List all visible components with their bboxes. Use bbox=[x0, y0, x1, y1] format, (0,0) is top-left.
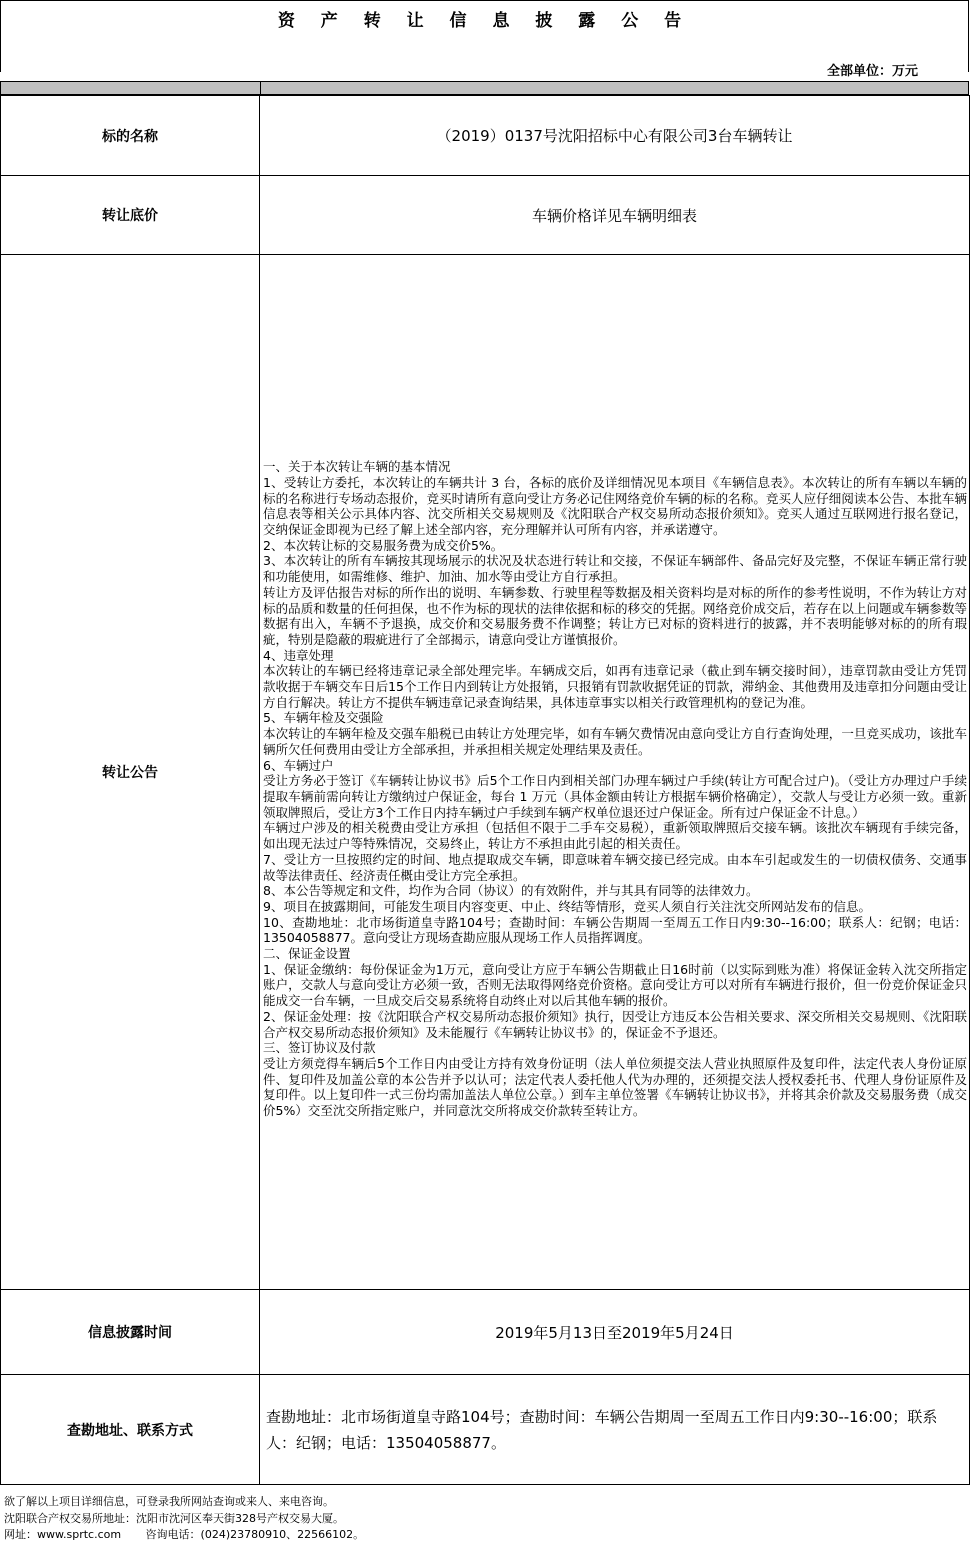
notice-paragraph: 4、违章处理 bbox=[263, 647, 334, 663]
subject-label: 标的名称 bbox=[1, 96, 260, 176]
table-row-notice bbox=[1, 255, 970, 1290]
notice-paragraph: 6、车辆过户 bbox=[263, 757, 334, 773]
notice-paragraph: 9、项目在披露期间，可能发生项目内容变更、中止、终结等情形，竞买人须自行关注沈交所网站发布的信息。 bbox=[263, 898, 871, 914]
unit-label: 全部单位：万元 bbox=[826, 64, 918, 79]
notice-paragraph: 1、保证金缴纳：每份保证金为1万元，意向受让方应于车辆公告期截止日16时前（以实际到账为准）将保证金转入沈交所指定账户，交款人与意向受让方必须一致，否则无法取得网络竞价资格。意向受让方可以对所有车辆进行报价，但一份竞价保证金只能成交一台车辆，一旦成交后交易系统将自动终止对以后其他车辆的报价。 bbox=[263, 961, 967, 1009]
footer-line-website: 网址：www.sprtc.com 咨询电话：(024)23780910、22566102。 bbox=[4, 1528, 365, 1541]
notice-paragraph: 转让方及评估报告对标的所作出的说明、车辆参数、行驶里程等数据及相关资料均是对标的所作的参考性说明，不作为转让方对标的品质和数量的任何担保，也不作为标的现状的法律依据和标的移交的凭据。网络竞价成交后，若存在以上问题或车辆参数等数据有出入，车辆不予退换，成交价和交易服务费不作调整；转让方已对标的资料进行的披露，并不表明能够对标的的所有瑕疵，特别是隐蔽的瑕疵进行了全部揭示，请意向受让方谨慎报价。 bbox=[263, 584, 967, 647]
notice-paragraph: 1、受转让方委托，本次转让的车辆共计 3 台，各标的底价及详细情况见本项目《车辆信息表》。本次转让的所有车辆以车辆的标的名称进行专场动态报价，竞买时请所有意向受让方务必记住网络竞价车辆的标的名称。竞买人应仔细阅读本公告、本批车辆信息表等相关公示具体内容、沈交所相关交易规则及《沈阳联合产权交易所动态报价须知》。竞买人通过互联网进行报名登记，交纳保证金即视为已经了解上述全部内容，充分理解并认可所有内容，并承诺遵守。 bbox=[263, 474, 967, 538]
table-row-contact bbox=[1, 1375, 970, 1485]
notice-paragraph: 7、受让方一旦按照约定的时间、地点提取成交车辆，即意味着车辆交接已经完成。由本车引起或发生的一切债权债务、交通事故等法律责任、经济责任概由受让方完全承担。 bbox=[263, 851, 967, 883]
notice-paragraph: 车辆过户涉及的相关税费由受让方承担（包括但不限于二手车交易税），重新领取牌照后交接车辆。该批次车辆现有手续完备，如出现无法过户等特殊情况，交易终止，转让方不承担由此引起的相关责任。 bbox=[263, 820, 967, 852]
notice-paragraph: 本次转让的车辆已经将违章记录全部处理完毕。车辆成交后，如再有违章记录（截止到车辆交接时间），违章罚款由受让方凭罚款收据于车辆交车日后15个工作日内到转让方处报销，只报销有罚款收据凭证的罚款，滞纳金、其他费用及违章扣分问题由受让方自行解决。转让方不提供车辆违章记录查询结果，具体违章事实以相关行政管理机构的登记为准。 bbox=[263, 663, 967, 710]
footer-line-address: 沈阳联合产权交易所地址：沈阳市沈河区奉天街328号产权交易大厦。 bbox=[4, 1511, 344, 1525]
notice-paragraph: 本次转让的车辆年检及交强车船税已由转让方处理完毕，如有车辆欠费情况由意向受让方自行查询处理，一旦竞买成功，该批车辆所欠任何费用由受让方全部承担，并承担相关规定处理结果及责任。 bbox=[263, 726, 967, 757]
contact-label: 查勘地址、联系方式 bbox=[1, 1375, 260, 1485]
notice-paragraph: 三、签订协议及付款 bbox=[263, 1040, 376, 1056]
table-row-disclosure-time bbox=[1, 1290, 970, 1375]
notice-paragraph: 一、关于本次转让车辆的基本情况 bbox=[263, 459, 451, 475]
disclosure-time-label: 信息披露时间 bbox=[1, 1290, 260, 1375]
notice-paragraph: 5、车辆年检及交强险 bbox=[263, 710, 384, 726]
notice-body bbox=[260, 255, 970, 1290]
footer-line-inquiry: 欲了解以上项目详细信息，可登录我所网站查询或来人、来电咨询。 bbox=[4, 1495, 334, 1508]
info-table bbox=[0, 95, 970, 1485]
subject-value: （2019）0137号沈阳招标中心有限公司3台车辆转让 bbox=[260, 96, 970, 176]
notice-paragraph: 3、本次转让的所有车辆按其现场展示的状况及状态进行转让和交接，不保证车辆部件、备品完好及完整，不保证车辆正常行驶和功能使用，如需维修、维护、加油、加水等由受让方自行承担。 bbox=[263, 553, 967, 585]
notice-paragraph: 2、本次转让标的交易服务费为成交价5%。 bbox=[263, 537, 504, 553]
page-title: 资 产 转 让 信 息 披 露 公 告 bbox=[0, 0, 969, 72]
notice-paragraph: 8、本公告等规定和文件，均作为合同（协议）的有效附件，并与其具有同等的法律效力。 bbox=[263, 883, 759, 899]
notice-paragraph: 10、查勘地址：北市场街道皇寺路104号；查勘时间：车辆公告期周一至周五工作日内9:30--16:00；联系人：纪钢；电话：13504058877。意向受让方现场查勘应服从现场工作人员指挥调度。 bbox=[263, 914, 967, 946]
reserve-price-label: 转让底价 bbox=[1, 176, 260, 255]
footer-info bbox=[4, 1494, 364, 1544]
disclosure-time-value: 2019年5月13日至2019年5月24日 bbox=[260, 1290, 970, 1375]
header-bar-divider bbox=[260, 82, 261, 94]
table-row-reserve-price bbox=[1, 176, 970, 255]
contact-value: 查勘地址：北市场街道皇寺路104号；查勘时间：车辆公告期周一至周五工作日内9:30--16:00；联系人：纪钢；电话：13504058877。 bbox=[260, 1375, 970, 1485]
reserve-price-value: 车辆价格详见车辆明细表 bbox=[260, 176, 970, 255]
notice-paragraph: 受让方务必于签订《车辆转让协议书》后5个工作日内到相关部门办理车辆过户手续(转让方可配合过户)。（受让方办理过户手续提取车辆前需向转让方缴纳过户保证金，每台 1 万元（具体金额由转让方根据车辆价格确定），交款人与受让方必须一致。重新领取牌照后，受让方3个工作日内持车辆过户手续到车辆产权单位退还过户保证金。所有过户保证金不计息。） bbox=[263, 773, 967, 820]
header-bar bbox=[0, 81, 969, 95]
notice-label: 转让公告 bbox=[1, 255, 260, 1290]
notice-paragraph: 二、保证金设置 bbox=[263, 946, 351, 962]
notice-paragraph: 受让方须竞得车辆后5个工作日内由受让方持有效身份证明（法人单位须提交法人营业执照原件及复印件，法定代表人身份证原件、复印件及加盖公章的本公告并予以认可；法定代表人委托他人代为办理的，还须提交法人授权委托书、代理人身份证原件及复印件。以上复印件一式三份均需加盖法人单位公章。）到车主单位签署《车辆转让协议书》，并将其余价款及交易服务费（成交价5%）交至沈交所指定账户，并同意沈交所将成交价款转至转让方。 bbox=[263, 1055, 967, 1119]
table-row-subject bbox=[1, 96, 970, 176]
notice-paragraph: 2、保证金处理：按《沈阳联合产权交易所动态报价须知》执行，因受让方违反本公告相关要求、深交所相关交易规则、《沈阳联合产权交易所动态报价须知》及未能履行《车辆转让协议书》的，保证金不予退还。 bbox=[263, 1008, 967, 1040]
